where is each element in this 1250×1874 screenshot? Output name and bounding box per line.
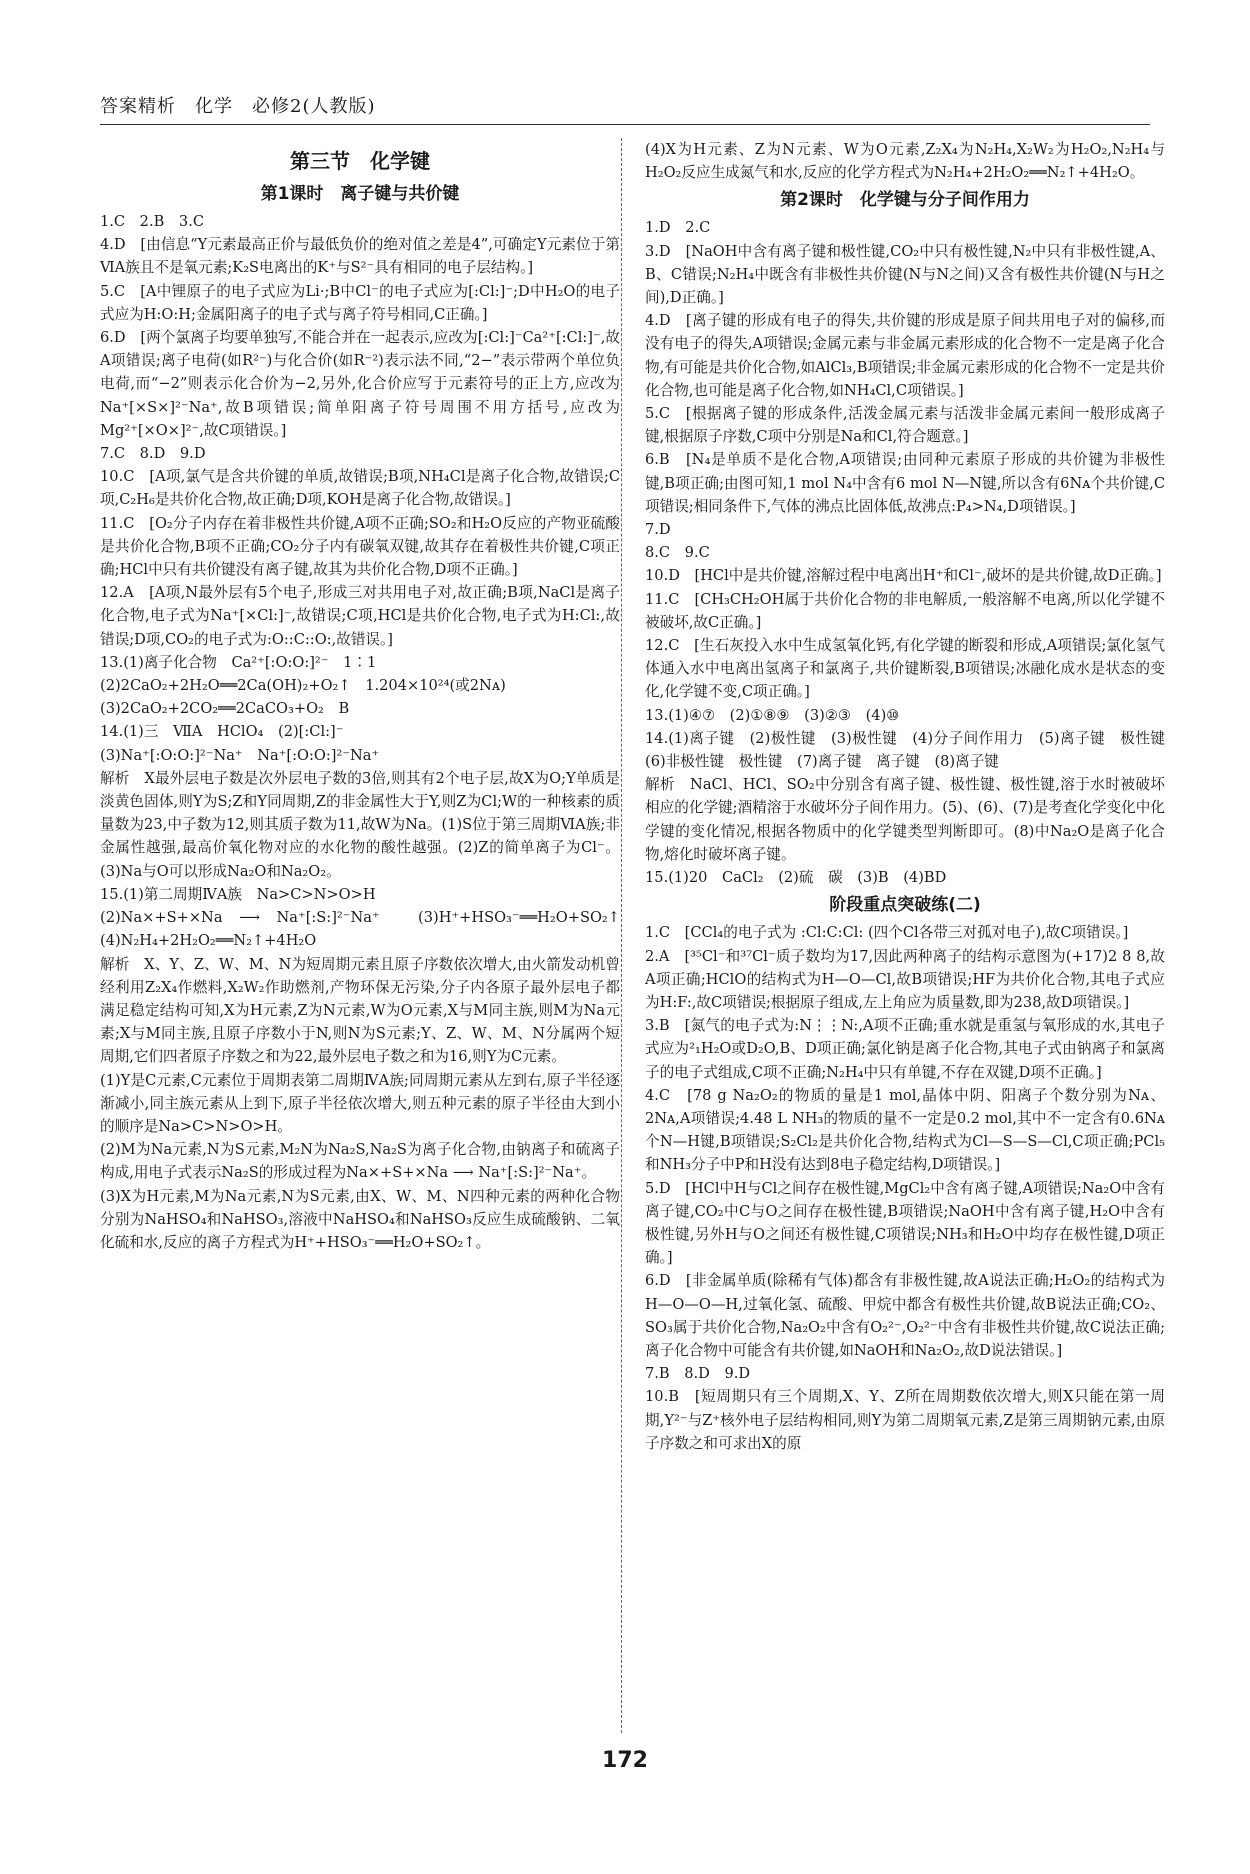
answer-paragraph: 8.C 9.C <box>645 544 710 562</box>
answer-paragraph: 12.A [A项,N最外层有5个电子,形成三对共用电子对,故正确;B项,NaCl是离子化合物,电子式为Na⁺[×Cl:]⁻,故错误;C项,HCl是共价化合物,电子式为H:Cl:,故错误;D项,CO₂的电子式为:O::C::O:,故错误。] <box>100 584 620 648</box>
stage-practice-answers <box>645 921 1165 1455</box>
answer-paragraph: (1)Y是C元素,C元素位于周期表第二周期ⅣA族;同周期元素从左到右,原子半径逐渐减小,同主族元素从上到下,原子半径依次增大,则五种元素的原子半径由大到小的顺序是Na>C>N>O>H。 <box>100 1071 620 1135</box>
answer-paragraph: 7.B 8.D 9.D <box>645 1365 751 1383</box>
answer-paragraph: 7.C 8.D 9.D <box>100 445 206 463</box>
answer-paragraph: 11.C [O₂分子内存在着非极性共价键,A项不正确;SO₂和H₂O反应的产物亚硫酸是共价化合物,B项不正确;CO₂分子内有碳氧双键,故其存在着极性共价键,C项正确;HCl中只有共价键没有离子键,故其为共价化合物,D项不正确。] <box>100 514 620 579</box>
answer-paragraph: (2)M为Na元素,N为S元素,M₂N为Na₂S,Na₂S为离子化合物,由钠离子和硫离子构成,用电子式表示Na₂S的形成过程为Na×+S+×Na ⟶ Na⁺[:S:]²⁻Na⁺。 <box>100 1141 620 1182</box>
page-number: 172 <box>602 1748 648 1773</box>
answer-paragraph: 7.D <box>645 521 671 539</box>
answer-paragraph: (3)X为H元素,M为Na元素,N为S元素,由X、W、M、N四种元素的两种化合物分别为NaHSO₄和NaHSO₃,溶液中NaHSO₄和NaHSO₃反应生成硫酸钠、二氧化硫和水,反应的离子方程式为H⁺+HSO₃⁻══H₂O+SO₂↑。 <box>100 1187 620 1251</box>
running-header: 答案精析 化学 必修2(人教版) <box>100 96 376 117</box>
answer-paragraph: 解析 NaCl、HCl、SO₂中分别含有离子键、极性键、极性键,溶于水时被破坏相应的化学键;酒精溶于水破坏分子间作用力。(5)、(6)、(7)是考查化学变化中化学键的变化情况,根据各物质中的化学键类型判断即可。(8)中Na₂O是离子化合物,熔化时破坏离子键。 <box>645 776 1165 863</box>
answer-paragraph: 13.(1)④⑦ (2)①⑧⑨ (3)②③ (4)⑩ <box>645 706 900 724</box>
left-column <box>100 138 635 1254</box>
answer-paragraph: 1.C 2.B 3.C <box>100 213 205 230</box>
answer-paragraph: 14.(1)三 ⅦA HClO₄ (2)[:Cl:]⁻ <box>100 723 344 741</box>
column-divider <box>621 138 622 1733</box>
answer-paragraph: 1.D 2.C <box>645 219 711 237</box>
answer-paragraph: 6.B [N₄是单质不是化合物,A项错误;由同种元素原子形成的共价键为非极性键,B项正确;由图可知,1 mol N₄中含有6 mol N—N键,所以含有6Nᴀ个共价键,C项错误;相同条件下,气体的沸点比固体低,故沸点:P₄>N₄,D项错误。] <box>645 451 1165 515</box>
answer-paragraph: (3)Na⁺[:O:O:]²⁻Na⁺ Na⁺[:O:O:]²⁻Na⁺ <box>100 746 380 764</box>
answer-paragraph: 3.D [NaOH中含有离子键和极性键,CO₂中只有极性键,N₂中只有非极性键,A、B、C错误;N₂H₄中既含有非极性共价键(N与N之间)又含有极性共价键(N与H之间),D正确。] <box>645 242 1165 307</box>
answer-paragraph: 15.(1)第二周期ⅣA族 Na>C>N>O>H <box>100 885 376 903</box>
right-column <box>645 138 1180 1455</box>
answer-paragraph: 5.C [根据离子键的形成条件,活泼金属元素与活泼非金属元素间一般形成离子键,根据原子序数,C项中分别是Na和Cl,符合题意。] <box>645 405 1165 446</box>
answer-paragraph: 解析 X最外层电子数是次外层电子数的3倍,则其有2个电子层,故X为O;Y单质是淡黄色固体,则Y为S;Z和Y同周期,Z的非金属性大于Y,则Z为Cl;W的一种核素的质量数为23,中子数为12,则其质子数为11,故W为Na。(1)S位于第三周期ⅥA族;非金属性越强,最高价氧化物对应的水化物的酸性越强。(2)Z的简单离子为Cl⁻。(3)Na与O可以形成Na₂O和Na₂O₂。 <box>100 769 620 880</box>
answer-paragraph: 6.D [两个氯离子均要单独写,不能合并在一起表示,应改为[:Cl:]⁻Ca²⁺[:Cl:]⁻,故A项错误;离子电荷(如R²⁻)与化合价(如R⁻²)表示法不同,“2−”表示带两个单位负电荷,而“−2”则表示化合价为−2,另外,化合价应写于元素符号的正上方,应改为Na⁺[×S×]²⁻Na⁺,故B项错误;简单阳离子符号周围不用方括号,应改为Mg²⁺[×O×]²⁻,故C项错误。] <box>100 329 620 439</box>
left-answers <box>100 210 635 1254</box>
answer-paragraph: 10.D [HCl中是共价键,溶解过程中电离出H⁺和Cl⁻,破坏的是共价键,故D正确。] <box>645 567 1162 585</box>
answer-paragraph: 12.C [生石灰投入水中生成氢氧化钙,有化学键的断裂和形成,A项错误;氯化氢气体通入水中电离出氢离子和氯离子,共价键断裂,B项错误;冰融化成水是状态的变化,化学键不变,C项正确。] <box>645 637 1165 701</box>
answer-paragraph: 6.D [非金属单质(除稀有气体)都含有非极性键,故A说法正确;H₂O₂的结构式为H—O—O—H,过氧化氢、硫酸、甲烷中都含有极性共价键,故B说法正确;CO₂、SO₃属于共价化合物,Na₂O₂中含有O₂²⁻,O₂²⁻中含有非极性共价键,故C说法正确;离子化合物中可能含有共价键,如NaOH和Na₂O₂,故D说法错误。] <box>645 1272 1165 1359</box>
answer-paragraph: (2)2CaO₂+2H₂O══2Ca(OH)₂+O₂↑ 1.204×10²⁴(或2Nᴀ) <box>100 677 506 695</box>
answer-paragraph: (3)2CaO₂+2CO₂══2CaCO₃+O₂ B <box>100 700 350 718</box>
answer-paragraph: 10.C [A项,氯气是含共价键的单质,故错误;B项,NH₄Cl是离子化合物,故错误;C项,C₂H₆是共价化合物,故正确;D项,KOH是离子化合物,故错误。] <box>100 468 620 509</box>
answer-paragraph: 4.D [由信息“Y元素最高正价与最低负价的绝对值之差是4”,可确定Y元素位于第ⅥA族且不是氧元素;K₂S电离出的K⁺与S²⁻具有相同的电子层结构。] <box>100 236 620 277</box>
answer-paragraph: (2)Na×+S+×Na ⟶ Na⁺[:S:]²⁻Na⁺ (3)H⁺+HSO₃⁻══H₂O+SO₂↑ (4)N₂H₄+2H₂O₂══N₂↑+4H₂O <box>100 909 635 950</box>
stage-practice-title: 阶段重点突破练(二) <box>829 895 981 916</box>
lesson2-answers <box>645 216 1180 889</box>
answer-paragraph: 1.C [CCl₄的电子式为 :Cl:C:Cl: (四个Cl各带三对孤对电子),故C项错误。] <box>645 924 1129 942</box>
answer-paragraph: 4.D [离子键的形成有电子的得失,共价键的形成是原子间共用电子对的偏移,而没有电子的得失,A项错误;金属元素与非金属元素形成的化合物不一定是离子化合物,有可能是共价化合物,如AlCl₃,B项错误;非金属元素形成的化合物不一定是共价化合物,也可能是离子化合物,如NH₄Cl,C项错误。] <box>645 312 1165 399</box>
header-rule <box>100 124 1150 125</box>
answer-paragraph: 11.C [CH₃CH₂OH属于共价化合物的非电解质,一般溶解不电离,所以化学键不被破坏,故C正确。] <box>645 590 1165 631</box>
answer-paragraph: 2.A [³⁵Cl⁻和³⁷Cl⁻质子数均为17,因此两种离子的结构示意图为(+17)2 8 8,故A项正确;HClO的结构式为H—O—Cl,故B项错误;HF为共价化合物,其电子式应为H:F:,故C项错误;根据原子组成,左上角应为质量数,即为238,故D项错误。] <box>645 947 1165 1011</box>
answer-paragraph: 14.(1)离子键 (2)极性键 (3)极性键 (4)分子间作用力 (5)离子键 极性键 (6)非极性键 极性键 (7)离子键 离子键 (8)离子键 <box>645 729 1180 771</box>
section-title: 第三节 化学键 <box>290 149 430 173</box>
answer-paragraph: (4)X为H元素、Z为N元素、W为O元素,Z₂X₄为N₂H₄,X₂W₂为H₂O₂,N₂H₄与H₂O₂反应生成氮气和水,反应的化学方程式为N₂H₄+2H₂O₂══N₂↑+4H₂O。 <box>645 141 1165 182</box>
answer-paragraph: 5.C [A中锂原子的电子式应为Li·;B中Cl⁻的电子式应为[:Cl:]⁻;D中H₂O的电子式应为H:O:H;金属阳离子的电子式与离子符号相同,C正确。] <box>100 282 620 323</box>
right-intro-answers <box>645 138 1165 184</box>
lesson1-title: 第1课时 离子键与共价键 <box>260 184 460 204</box>
answer-paragraph: 15.(1)20 CaCl₂ (2)硫 碳 (3)B (4)BD <box>645 869 947 887</box>
answer-paragraph: 4.C [78 g Na₂O₂的物质的量是1 mol,晶体中阴、阳离子个数分别为Nᴀ、2Nᴀ,A项错误;4.48 L NH₃的物质的量不一定是0.2 mol,其中不一定含有0.6Nᴀ个N—H键,B项错误;S₂Cl₂是共价化合物,结构式为Cl—S—S—Cl,C项正确;PCl₅和NH₃分子中P和H没有达到8电子稳定结构,D项错误。] <box>645 1086 1165 1174</box>
answer-paragraph: 解析 X、Y、Z、W、M、N为短周期元素且原子序数依次增大,由火箭发动机曾经利用Z₂X₄作燃料,X₂W₂作助燃剂,产物环保无污染,分子内各原子最外层电子都满足稳定结构可知,X为H元素,Z为N元素,W为O元素,X与M同主族,则M为Na元素;X与M同主族,且原子序数小于N,则N为S元素;Y、Z、W、M、N分属两个短周期,它们四者原子序数之和为22,最外层电子数之和为16,则Y为C元素。 <box>100 955 620 1066</box>
answer-paragraph: 5.D [HCl中H与Cl之间存在极性键,MgCl₂中含有离子键,A项错误;Na₂O中含有离子键,CO₂中C与O之间存在极性键,B项错误;NaOH中含有离子键,H₂O中含有极性键,另外H与O之间还有极性键,C项错误;NH₃和H₂O中均存在极性键,D项正确。] <box>645 1179 1165 1267</box>
answer-paragraph: 3.B [氮气的电子式为:N⋮⋮N:,A项不正确;重水就是重氢与氧形成的水,其电子式应为²₁H₂O或D₂O,B、D项正确;氯化钠是离子化合物,其电子式由钠离子和氯离子的电子式组成,C项不正确;N₂H₄中只有单键,不存在双键,D项不正确。] <box>645 1017 1165 1081</box>
answer-paragraph: 10.B [短周期只有三个周期,X、Y、Z所在周期数依次增大,则X只能在第一周期,Y²⁻与Z⁺核外电子层结构相同,则Y为第二周期氧元素,Z是第三周期钠元素,由原子序数之和可求出X的原 <box>645 1388 1165 1452</box>
answer-paragraph: 13.(1)离子化合物 Ca²⁺[:O:O:]²⁻ 1∶1 <box>100 653 377 671</box>
lesson2-title: 第2课时 化学键与分子间作用力 <box>780 190 1030 211</box>
